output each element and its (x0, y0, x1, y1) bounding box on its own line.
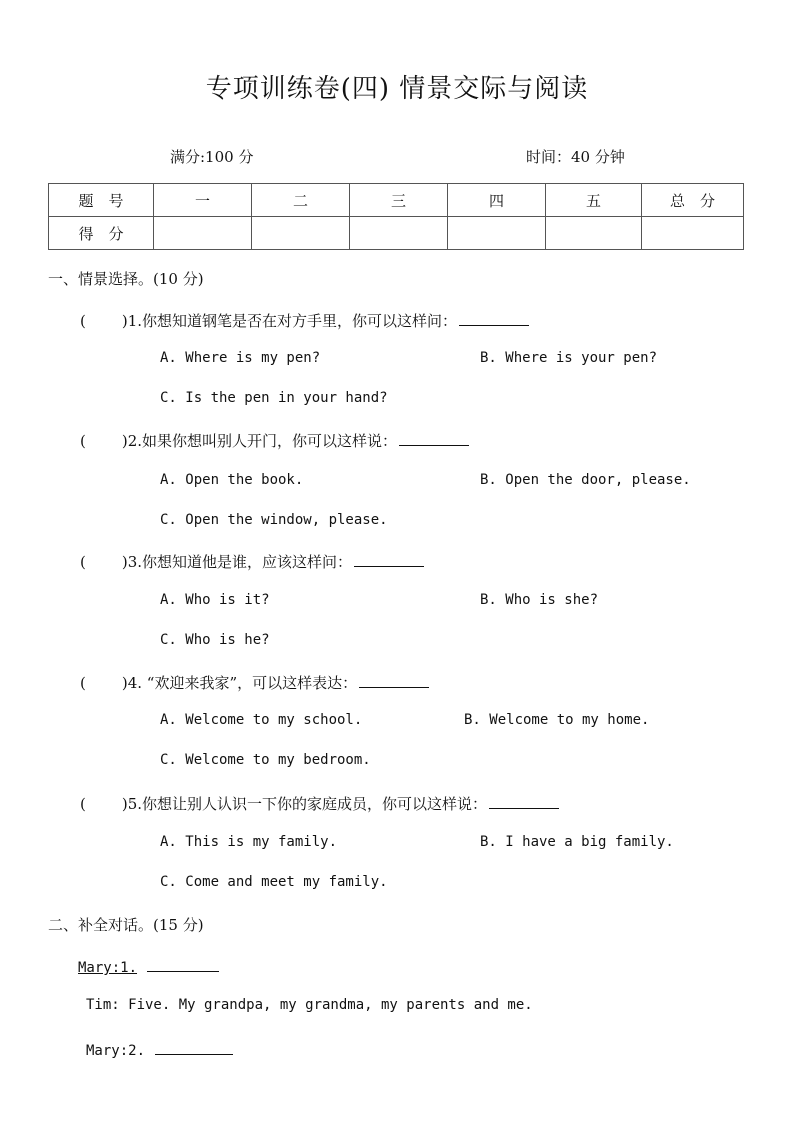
option-a: A. Who is it? (160, 592, 270, 608)
option-a: A. Where is my pen? (160, 350, 321, 366)
answer-paren-close: ) (121, 674, 128, 692)
option-c: C. Come and meet my family. (160, 874, 388, 890)
question-4 (80, 672, 429, 693)
question-stem: 2.如果你想叫别人开门，你可以这样说： (127, 432, 398, 450)
answer-blank[interactable] (147, 957, 219, 972)
answer-paren-open: ( (80, 674, 86, 692)
answer-paren-close: ) (121, 312, 128, 330)
option-c: C. Who is he? (160, 632, 270, 648)
answer-blank[interactable] (354, 552, 424, 567)
time-limit: 时间：40 分钟 (526, 148, 625, 166)
dialogue-line-3 (86, 1040, 233, 1059)
header-cell: 一 (154, 184, 252, 217)
dialogue-line-2: Tim: Five. My grandpa, my grandma, my parents and me. (86, 997, 533, 1013)
question-2 (80, 430, 469, 451)
header-cell: 题 号 (49, 184, 154, 217)
question-stem: 1.你想知道钢笔是否在对方手里，你可以这样问： (127, 312, 458, 330)
score-cell[interactable] (448, 217, 546, 250)
score-table-header-row (49, 184, 744, 217)
row-label-cell: 得 分 (49, 217, 154, 250)
option-b: B. Where is your pen? (480, 350, 658, 366)
option-b: B. I have a big family. (480, 834, 674, 850)
answer-paren-close: ) (121, 795, 128, 813)
option-c: C. Is the pen in your hand? (160, 390, 388, 406)
section-2-heading: 二、补全对话。(15 分) (48, 916, 204, 934)
answer-paren-open: ( (80, 312, 86, 330)
header-cell: 三 (350, 184, 448, 217)
answer-paren-open: ( (80, 795, 86, 813)
option-c: C. Open the window, please. (160, 512, 388, 528)
option-b: B. Open the door, please. (480, 472, 691, 488)
answer-paren-open: ( (80, 553, 86, 571)
option-a: A. This is my family. (160, 834, 338, 850)
question-stem: 3.你想知道他是谁，应该这样问： (127, 553, 353, 571)
option-a: A. Welcome to my school. (160, 712, 363, 728)
header-cell: 四 (448, 184, 546, 217)
answer-blank[interactable] (399, 431, 469, 446)
dialogue-text: Mary:1. (78, 960, 138, 976)
option-b: B. Who is she? (480, 592, 599, 608)
score-table-score-row (49, 217, 744, 250)
answer-blank[interactable] (155, 1040, 233, 1055)
score-table (48, 183, 744, 250)
section-1-heading: 一、情景选择。(10 分) (48, 270, 204, 288)
score-cell[interactable] (642, 217, 744, 250)
answer-paren-close: ) (121, 432, 128, 450)
option-a: A. Open the book. (160, 472, 304, 488)
question-1 (80, 310, 529, 331)
question-stem: 4. “欢迎来我家”，可以这样表达： (127, 674, 358, 692)
header-cell: 五 (546, 184, 642, 217)
score-cell[interactable] (252, 217, 350, 250)
score-cell[interactable] (350, 217, 448, 250)
full-score: 满分:100 分 (170, 148, 254, 166)
answer-blank[interactable] (359, 673, 429, 688)
answer-blank[interactable] (489, 794, 559, 809)
question-5 (80, 793, 559, 814)
dialogue-line-1 (78, 957, 219, 976)
option-b: B. Welcome to my home. (464, 712, 650, 728)
option-c: C. Welcome to my bedroom. (160, 752, 371, 768)
score-cell[interactable] (546, 217, 642, 250)
page-title: 专项训练卷(四) 情景交际与阅读 (205, 74, 589, 104)
score-cell[interactable] (154, 217, 252, 250)
answer-paren-close: ) (121, 553, 128, 571)
question-stem: 5.你想让别人认识一下你的家庭成员，你可以这样说： (127, 795, 488, 813)
answer-paren-open: ( (80, 432, 86, 450)
header-cell: 二 (252, 184, 350, 217)
question-3 (80, 551, 424, 572)
dialogue-text: Mary:2. (86, 1043, 146, 1059)
answer-blank[interactable] (459, 311, 529, 326)
header-cell: 总 分 (642, 184, 744, 217)
